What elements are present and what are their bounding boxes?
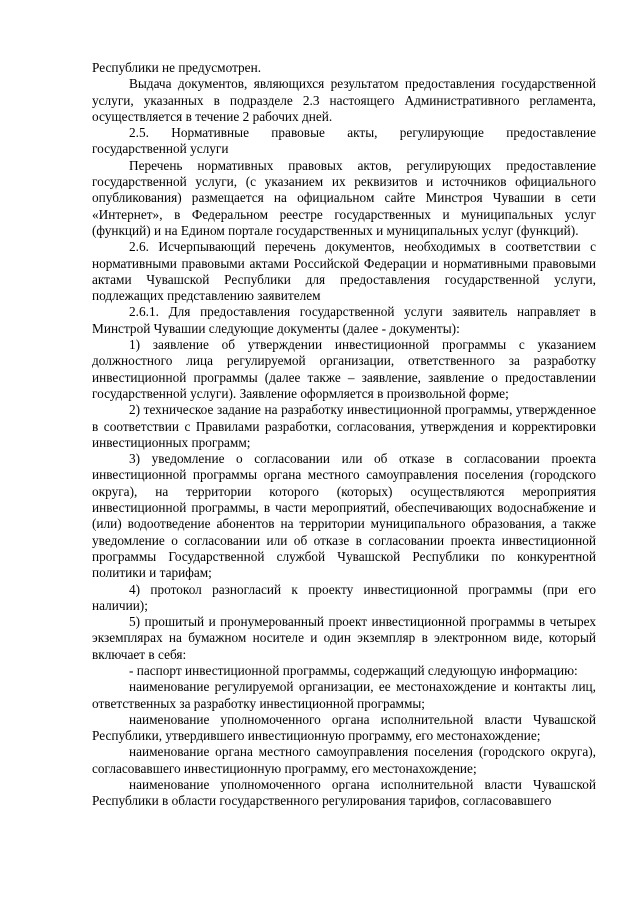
section-heading-2-5: 2.5. Нормативные правовые акты, регулирующие предоставление государственной услуги <box>92 125 596 157</box>
passport-line-local-authority: наименование органа местного самоуправления поселения (городского округа), согласовавшего инвестиционную программу, его местонахождение; <box>92 744 596 776</box>
list-item-5: 5) прошитый и пронумерованный проект инвестиционной программы в четырех экземплярах на бумажном носителе и один экземпляр в электронном виде, который включает в себя: <box>92 614 596 662</box>
paragraph-2-6-1: 2.6.1. Для предоставления государственной услуги заявитель направляет в Минстрой Чувашии следующие документы (далее - документы): <box>92 304 596 336</box>
paragraph-legal-acts-list: Перечень нормативных правовых актов, регулирующих предоставление государственной услуги, (с указанием их реквизитов и источников официального опубликования) размещается на официальном сайте Минстроя Чувашии в сети «Интернет», в Федеральном реестре государственных и муниципальных услуг (функций) и на Едином портале государственных и муниципальных услуг (функций). <box>92 157 596 238</box>
paragraph-continuation: Республики не предусмотрен. <box>92 60 262 75</box>
passport-line-tariff-authority: наименование уполномоченного органа исполнительной власти Чувашской Республики в области государственного регулирования тарифов, согласовавшего <box>92 777 596 809</box>
list-item-3: 3) уведомление о согласовании или об отказе в согласовании проекта инвестиционной программы органа местного самоуправления поселения (городского округа), на территории которого (которых) осуществляются мероприятия инвестиционной программы, в части мероприятий, обеспечивающих водоснабжение и (или) водоотведение абонентов на территории муниципального образования, а также уведомление о согласовании или об отказе в согласовании проекта инвестиционной программы Государственной службой Чувашской Республики по конкурентной политики и тарифам; <box>92 451 596 581</box>
list-item-1: 1) заявление об утверждении инвестиционной программы с указанием должностного лица регулируемой организации, ответственного за разработку инвестиционной программы (далее также – заявление, заявление о предоставлении государственной услуги). Заявление оформляется в произвольной форме; <box>92 337 596 401</box>
sub-item-passport: - паспорт инвестиционной программы, содержащий следующую информацию: <box>129 662 578 678</box>
passport-line-organization: наименование регулируемой организации, ее местонахождение и контакты лиц, ответственных за разработку инвестиционной программы; <box>92 679 596 711</box>
list-item-2: 2) техническое задание на разработку инвестиционной программы, утвержденное в соответствии с Правилами разработки, согласования, утверждения и корректировки инвестиционных программ; <box>92 402 596 450</box>
paragraph-issuance-period: Выдача документов, являющихся результатом предоставления государственной услуги, указанных в подразделе 2.3 настоящего Административного регламента, осуществляется в течение 2 рабочих дней. <box>92 76 596 124</box>
passport-line-approving-body: наименование уполномоченного органа исполнительной власти Чувашской Республики, утвердившего инвестиционную программу, его местонахождение; <box>92 711 596 744</box>
section-heading-2-6: 2.6. Исчерпывающий перечень документов, необходимых в соответствии с нормативными правовыми актами Российской Федерации и нормативными правовыми актами Чувашской Республики для предоставления государственной услуги, подлежащих представлению заявителем <box>92 239 596 304</box>
document-page <box>92 60 596 810</box>
list-item-4: 4) протокол разногласий к проекту инвестиционной программы (при его наличии); <box>92 581 596 613</box>
